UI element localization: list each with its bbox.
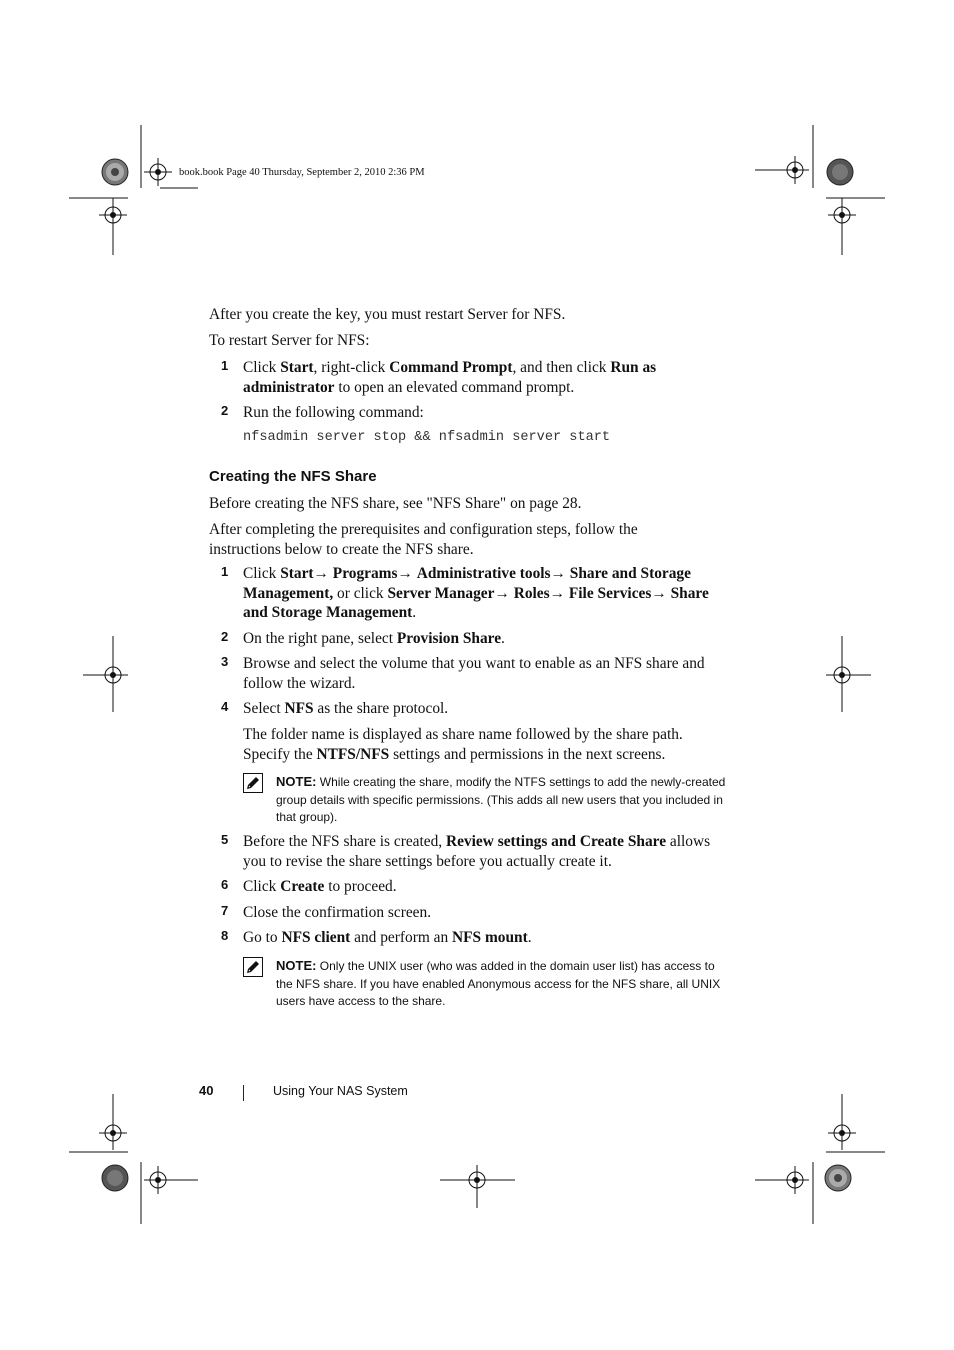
bold-term: Start: [280, 565, 314, 582]
section-heading: Creating the NFS Share: [209, 468, 377, 485]
crosshair-mark-icon: [99, 201, 127, 229]
text-run: The folder name is displayed as share name followed by the share path. Specify the: [243, 726, 683, 763]
bold-term: Administrative tools: [416, 565, 551, 582]
footer-section-title: Using Your NAS System: [273, 1084, 408, 1098]
crosshair-mark-icon: [828, 201, 856, 229]
bold-term: Create: [280, 878, 325, 895]
text-run: →: [550, 565, 570, 582]
text-run: On the right pane, select: [243, 630, 397, 647]
step-number: 4: [221, 699, 229, 714]
bold-term: Share and Storage Management,: [243, 565, 691, 602]
crosshair-mark-icon: [463, 1166, 491, 1194]
bold-term: Roles: [513, 584, 550, 602]
text-run: to proceed.: [324, 878, 397, 895]
intro-paragraph-1: After you create the key, you must restart Server for NFS.: [209, 306, 566, 323]
text-run: Before the NFS share is created,: [243, 833, 447, 850]
crosshair-mark-icon: [828, 661, 856, 689]
step-number: 1: [221, 358, 229, 373]
bold-term: Share and Storage Management: [243, 584, 709, 622]
text-run: .: [501, 630, 505, 647]
crosshair-mark-icon: [144, 1166, 172, 1194]
note-label: NOTE:: [276, 958, 317, 973]
step-number: 8: [221, 928, 229, 943]
text-run: allows you to revise the share settings before you actually create it.: [243, 833, 711, 870]
step-text: [243, 877, 729, 897]
text-run: Click: [243, 565, 281, 582]
step-number: 7: [221, 903, 229, 918]
bold-term: File Services: [568, 584, 652, 602]
crosshair-mark-icon: [781, 156, 809, 184]
step-text: [243, 699, 729, 719]
step-text: [243, 832, 729, 871]
step-text: [243, 725, 729, 764]
text-run: and perform an: [350, 929, 453, 946]
pencil-note-icon: [243, 773, 263, 793]
text-run: →: [397, 565, 417, 582]
bold-term: NFS mount: [452, 929, 528, 946]
step-number: 3: [221, 654, 229, 669]
bold-term: NFS: [284, 700, 314, 717]
bold-term: Command Prompt: [389, 359, 513, 376]
note-body: Only the UNIX user (who was added in the domain user list) has access to the NFS share. If you have enabled Anonymous access for the NFS share, all UNIX users have access to the share.: [276, 959, 721, 1008]
note-label: NOTE:: [276, 774, 317, 789]
crosshair-mark-icon: [781, 1166, 809, 1194]
step-text: [243, 928, 729, 948]
text-run: settings and permissions in the next screens.: [389, 745, 666, 763]
note-text: [276, 957, 726, 1011]
step-number: 2: [221, 403, 229, 418]
text-run: Close the confirmation screen.: [243, 904, 432, 921]
step-number: 6: [221, 877, 229, 892]
section-paragraph-1: Before creating the NFS share, see "NFS Share" on page 28.: [209, 495, 582, 512]
command-code: nfsadmin server stop && nfsadmin server start: [243, 430, 611, 445]
bold-term: Programs: [332, 565, 398, 582]
text-run: Run the following command:: [243, 404, 424, 421]
step-text: [243, 358, 729, 397]
bold-term: Start: [280, 359, 314, 376]
text-run: Go to: [243, 929, 282, 946]
text-run: Browse and select the volume that you want to enable as an NFS share and follow the wizard.: [243, 655, 705, 692]
starburst-mark-icon: [825, 1165, 851, 1191]
bold-term: Server Manager: [387, 584, 495, 602]
solid-mark-icon: [827, 159, 853, 185]
text-run: →: [494, 584, 514, 602]
crosshair-mark-icon: [144, 158, 172, 186]
step-text: [243, 564, 729, 623]
text-run: →: [651, 584, 671, 602]
intro-paragraph-2: To restart Server for NFS:: [209, 332, 370, 349]
bold-term: Provision Share: [396, 630, 502, 647]
print-header: book.book Page 40 Thursday, September 2, 2010 2:36 PM: [179, 167, 425, 178]
pencil-note-icon: [243, 957, 263, 977]
step-number: 1: [221, 564, 229, 579]
step-text: [243, 903, 729, 923]
text-run: , and then click: [512, 359, 611, 376]
crosshair-mark-icon: [99, 661, 127, 689]
text-run: .: [412, 604, 417, 622]
step-text: [243, 403, 729, 423]
text-run: →: [313, 565, 333, 582]
text-run: to open an elevated command prompt.: [334, 378, 575, 396]
bold-term: NTFS/NFS: [316, 745, 390, 763]
text-run: or click: [333, 584, 388, 602]
step-text: [243, 629, 729, 649]
text-run: .: [527, 929, 532, 946]
step-number: 2: [221, 629, 229, 644]
solid-mark-icon: [102, 1165, 128, 1191]
page-number: 40: [199, 1083, 214, 1098]
section-paragraph-2: After completing the prerequisites and configuration steps, follow the instructions below to create the NFS share.: [209, 521, 638, 558]
text-run: as the share protocol.: [313, 700, 449, 717]
text-run: Click: [243, 359, 281, 376]
step-number: 5: [221, 832, 229, 847]
crosshair-mark-icon: [99, 1119, 127, 1147]
text-run: →: [549, 584, 569, 602]
footer-separator: [243, 1085, 244, 1101]
bold-term: Run as administrator: [243, 359, 657, 396]
starburst-mark-icon: [102, 159, 128, 185]
bold-term: NFS client: [281, 929, 351, 946]
note-body: While creating the share, modify the NTFS settings to add the newly-created group details with specific permissions. (This adds all new users that you included in that group).: [276, 775, 726, 824]
note-text: [276, 773, 726, 827]
step-text: [243, 654, 729, 693]
text-run: Select: [243, 700, 285, 717]
bold-term: Review settings and Create Share: [446, 833, 667, 850]
text-run: , right-click: [313, 359, 390, 376]
text-run: Click: [243, 878, 281, 895]
crosshair-mark-icon: [828, 1119, 856, 1147]
